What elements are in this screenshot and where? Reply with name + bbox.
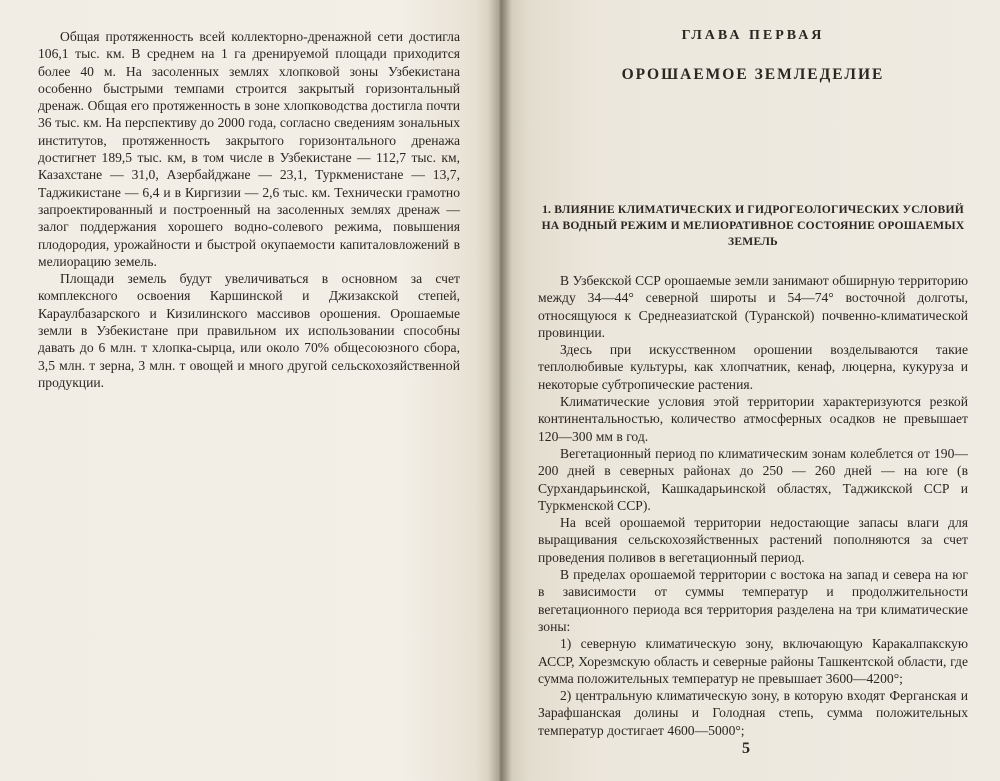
left-paragraph-1: Общая протяженность всей коллекторно-дренажной сети достигла 106,1 тыс. км. В среднем на 1 га дренируемой площади приходится более 40 м. На засоленных землях хлопковой зоны Узбекистана особенно быстрыми темпами строится закрытый горизонтальный дренаж. Общая его протяженность в зоне хлопководства достигла почти 36 тыс. км. На перспективу до 2000 года, согласно сведениям зональных институтов, протяженность закрытого горизонтального дренажа достигнет 189,5 тыс. км, в том числе в Узбекистане — 112,7 тыс. км, Казахстане — 31,0, Азербайджане — 23,1, Туркменистане — 13,7, Таджикистане — 6,4 и в Киргизии — 2,6 тыс. км. Технически грамотно запроектированный и построенный на засоленных землях дренаж — залог поддержания хорошего водно-солевого режима, повышения плодородия, урожайности и быстрой окупаемости капиталовложений в мелиорацию земель. [38,29,460,269]
right-paragraph-4: Вегетационный период по климатическим зонам колеблется от 190—200 дней в северных районах до 250 — 260 дней — на юге (в Сурхандарьинской, Кашкадарьинской областях, Таджикской ССР и Туркменской ССР). [538,445,968,513]
right-paragraph-2: Здесь при искусственном орошении возделываются такие теплолюбивые культуры, как хлопчатник, кенаф, люцерна, кукуруза и некоторые субтропические растения. [538,342,968,392]
book-gutter [488,0,512,781]
climate-zone-item-2: 2) центральную климатическую зону, в которую входят Ферганская и Зарафшанская долины и Голодная степь, сумма положительных температур достигает 4600—5000°; [538,688,968,738]
left-page-text [38,28,460,391]
right-page-text [538,272,968,739]
right-page-content [538,28,968,739]
right-page [500,0,1000,781]
right-paragraph-3: Климатические условия этой территории характеризуются резкой континентальностью, количество атмосферных осадков не превышает 120—300 мм в год. [538,394,968,444]
chapter-label: ГЛАВА ПЕРВАЯ [681,28,825,43]
right-paragraph-5: На всей орошаемой территории недостающие запасы влаги для выращивания сельскохозяйственных растений пополняются за счет проведения поливов в вегетационный период. [538,515,968,565]
climate-zone-item-1: 1) северную климатическую зону, включающую Каракалпакскую АССР, Хорезмскую область и северные районы Ташкентской области, где сумма положительных температур не превышает 3600—4200°; [538,636,968,686]
right-paragraph-6: В пределах орошаемой территории с востока на запад и севера на юг в зависимости от суммы температур и продолжительности вегетационного периода вся территория разделена на три климатические зоны: [538,567,968,634]
chapter-title: ОРОШАЕМОЕ ЗЕМЛЕДЕЛИЕ [621,66,885,83]
left-paragraph-2: Площади земель будут увеличиваться в основном за счет комплексного освоения Каршинской и Джизакской степей, Караулбазарского и Кизилинского массивов орошения. Орошаемые земли в Узбекистане при правильном их использовании способны давать до 6 млн. т хлопка-сырца, или около 70% общесоюзного сбора, 3,5 млн. т зерна, 3 млн. т овощей и много другой сельскохозяйственной продукции. [38,271,460,390]
section-heading: 1. ВЛИЯНИЕ КЛИМАТИЧЕСКИХ И ГИДРОГЕОЛОГИЧЕСКИХ УСЛОВИЙ НА ВОДНЫЙ РЕЖИМ И МЕЛИОРАТИВНОЕ СОСТОЯНИЕ ОРОШАЕМЫХ ЗЕМЕЛЬ [541,203,965,248]
page-number: 5 [742,740,750,757]
right-paragraph-1: В Узбекской ССР орошаемые земли занимают обширную территорию между 34—44° северной широты и 54—74° восточной долготы, относящуюся к Среднеазиатской (Туранской) почвенно-климатической провинции. [538,273,968,340]
